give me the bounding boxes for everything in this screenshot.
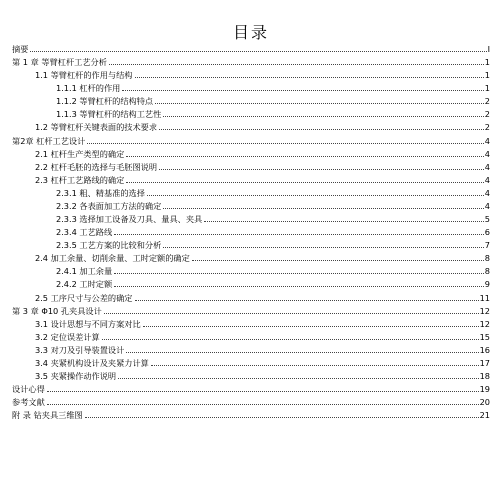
dot-leader	[102, 339, 479, 340]
toc-entry-page: 9	[484, 279, 490, 289]
dot-leader	[163, 208, 483, 209]
toc-entry-page: 16	[479, 345, 490, 355]
toc-entry-page: 4	[484, 175, 490, 185]
toc-entry-page: I	[487, 44, 490, 54]
toc-entry-title: 1.1.1 杠杆的作用	[56, 83, 121, 93]
toc-entry-title: 3.4 夹紧机构设计及夹紧力计算	[35, 358, 149, 368]
toc-entry-page: 2	[484, 109, 490, 119]
toc-entry-page: 6	[484, 227, 490, 237]
toc-entry-title: 2.3.5 工艺方案的比较和分析	[56, 240, 162, 250]
toc-entry[interactable]	[56, 107, 490, 119]
toc-entry[interactable]	[56, 199, 490, 211]
toc-entry[interactable]	[56, 238, 490, 250]
toc-entry-page: 12	[479, 319, 490, 329]
toc-entry[interactable]	[35, 160, 490, 172]
dot-leader	[85, 417, 479, 418]
toc-entry[interactable]	[35, 251, 490, 263]
toc-entry-page: 1	[484, 57, 490, 67]
toc-entry[interactable]	[35, 120, 490, 132]
toc-entry-page: 8	[484, 253, 490, 263]
toc-entry-title: 设计心得	[12, 384, 45, 394]
toc-entry-title: 1.2 等臂杠杆关键表面的技术要求	[35, 122, 158, 132]
toc-entry[interactable]	[12, 55, 490, 67]
toc-entry-title: 2.3.4 工艺路线	[56, 227, 113, 237]
toc-entry-title: 1.1.3 等臂杠杆的结构工艺性	[56, 109, 162, 119]
dot-leader	[47, 391, 479, 392]
dot-leader	[30, 51, 486, 52]
dot-leader	[135, 77, 484, 78]
dot-leader	[126, 156, 483, 157]
toc-entry-title: 第 1 章 等臂杠杆工艺分析	[12, 57, 107, 67]
toc-entry-title: 3.5 夹紧操作动作说明	[35, 371, 117, 381]
toc-entry[interactable]	[35, 68, 490, 80]
toc-entry-page: 5	[484, 214, 490, 224]
toc-entry[interactable]	[35, 173, 490, 185]
dot-leader	[192, 260, 484, 261]
toc-entry[interactable]	[56, 94, 490, 106]
toc-entry-page: 11	[479, 293, 490, 303]
toc-entry-title: 2.3.3 选择加工设备及刀具、量具、夹具	[56, 214, 203, 224]
toc-entry-title: 3.3 对刀及引导装置设计	[35, 345, 125, 355]
toc-entry-title: 1.1 等臂杠杆的作用与结构	[35, 70, 133, 80]
dot-leader	[114, 273, 484, 274]
toc-entry-title: 3.1 设计思想与不同方案对比	[35, 319, 141, 329]
toc-entry-page: 20	[479, 397, 490, 407]
toc-entry[interactable]	[56, 277, 490, 289]
toc-entry-page: 4	[484, 201, 490, 211]
toc-entry-title: 第2章 杠杆工艺设计	[12, 136, 86, 146]
toc-entry[interactable]	[12, 382, 490, 394]
toc-entry[interactable]	[12, 395, 490, 407]
toc-entry-page: 1	[484, 83, 490, 93]
dot-leader	[159, 129, 484, 130]
toc-entry-page: 2	[484, 122, 490, 132]
dot-leader	[163, 247, 483, 248]
toc-entry-title: 2.3 杠杆工艺路线的确定	[35, 175, 125, 185]
toc-entry-title: 2.3.1 粗、精基准的选择	[56, 188, 145, 198]
toc-entry-title: 摘要	[12, 44, 29, 54]
toc-entry-title: 附 录 钻夹具三维图	[12, 410, 83, 420]
dot-leader	[159, 169, 484, 170]
dot-leader	[118, 378, 478, 379]
toc-entry-page: 4	[484, 149, 490, 159]
toc-entry-title: 2.5 工序尺寸与公差的确定	[35, 293, 133, 303]
toc-entry[interactable]	[12, 408, 490, 420]
toc-entry[interactable]	[35, 369, 490, 381]
toc-entry-page: 4	[484, 162, 490, 172]
dot-leader	[151, 365, 479, 366]
dot-leader	[163, 116, 483, 117]
toc-entry[interactable]	[56, 264, 490, 276]
toc-entry-title: 2.4.2 工时定额	[56, 279, 113, 289]
toc-entry-title: 参考文献	[12, 397, 45, 407]
toc-entry[interactable]	[35, 291, 490, 303]
toc-entry-title: 2.3.2 各表面加工方法的确定	[56, 201, 162, 211]
toc-entry-page: 2	[484, 96, 490, 106]
dot-leader	[147, 195, 484, 196]
dot-leader	[114, 286, 484, 287]
toc-entry-title: 第 3 章 Φ10 孔夹具设计	[12, 306, 102, 316]
toc-entry[interactable]	[12, 134, 490, 146]
dot-leader	[126, 182, 483, 183]
toc-entry-title: 2.4 加工余量、切削余量、工时定额的确定	[35, 253, 190, 263]
toc-entry-page: 4	[484, 188, 490, 198]
toc-entry-page: 18	[479, 371, 490, 381]
toc-entry-page: 17	[479, 358, 490, 368]
toc-entry-page: 4	[484, 136, 490, 146]
toc-entry[interactable]	[56, 186, 490, 198]
page-title: 目录	[232, 23, 269, 42]
dot-leader	[114, 234, 484, 235]
toc-entry-title: 2.1 杠杆生产类型的确定	[35, 149, 125, 159]
toc-entry[interactable]	[35, 343, 490, 355]
toc-entry-page: 7	[484, 240, 490, 250]
toc-entry[interactable]	[56, 212, 490, 224]
dot-leader	[204, 221, 484, 222]
toc-entry-title: 2.2 杠杆毛胚的选择与毛胚图说明	[35, 162, 158, 172]
dot-leader	[122, 90, 483, 91]
toc-entry[interactable]	[56, 81, 490, 93]
toc-entry-title: 3.2 定位误差计算	[35, 332, 100, 342]
dot-leader	[135, 300, 479, 301]
toc-entry-page: 8	[484, 266, 490, 276]
toc-entry-page: 19	[479, 384, 490, 394]
toc-entry-page: 12	[479, 306, 490, 316]
toc-entry[interactable]	[35, 330, 490, 342]
dot-leader	[126, 352, 478, 353]
toc-entry[interactable]	[56, 225, 490, 237]
toc-entry-title: 1.1.2 等臂杠杆的结构特点	[56, 96, 154, 106]
toc-entry[interactable]	[35, 147, 490, 159]
toc-entry[interactable]	[35, 317, 490, 329]
toc-entry[interactable]	[12, 42, 490, 54]
toc-entry-page: 21	[479, 410, 490, 420]
dot-leader	[143, 326, 479, 327]
toc-entry[interactable]	[12, 304, 490, 316]
dot-leader	[47, 404, 479, 405]
dot-leader	[109, 64, 484, 65]
toc-entry[interactable]	[35, 356, 490, 368]
dot-leader	[87, 143, 483, 144]
dot-leader	[104, 313, 479, 314]
toc-entry-page: 1	[484, 70, 490, 80]
toc-entry-page: 15	[479, 332, 490, 342]
dot-leader	[155, 103, 484, 104]
toc-entry-title: 2.4.1 加工余量	[56, 266, 113, 276]
